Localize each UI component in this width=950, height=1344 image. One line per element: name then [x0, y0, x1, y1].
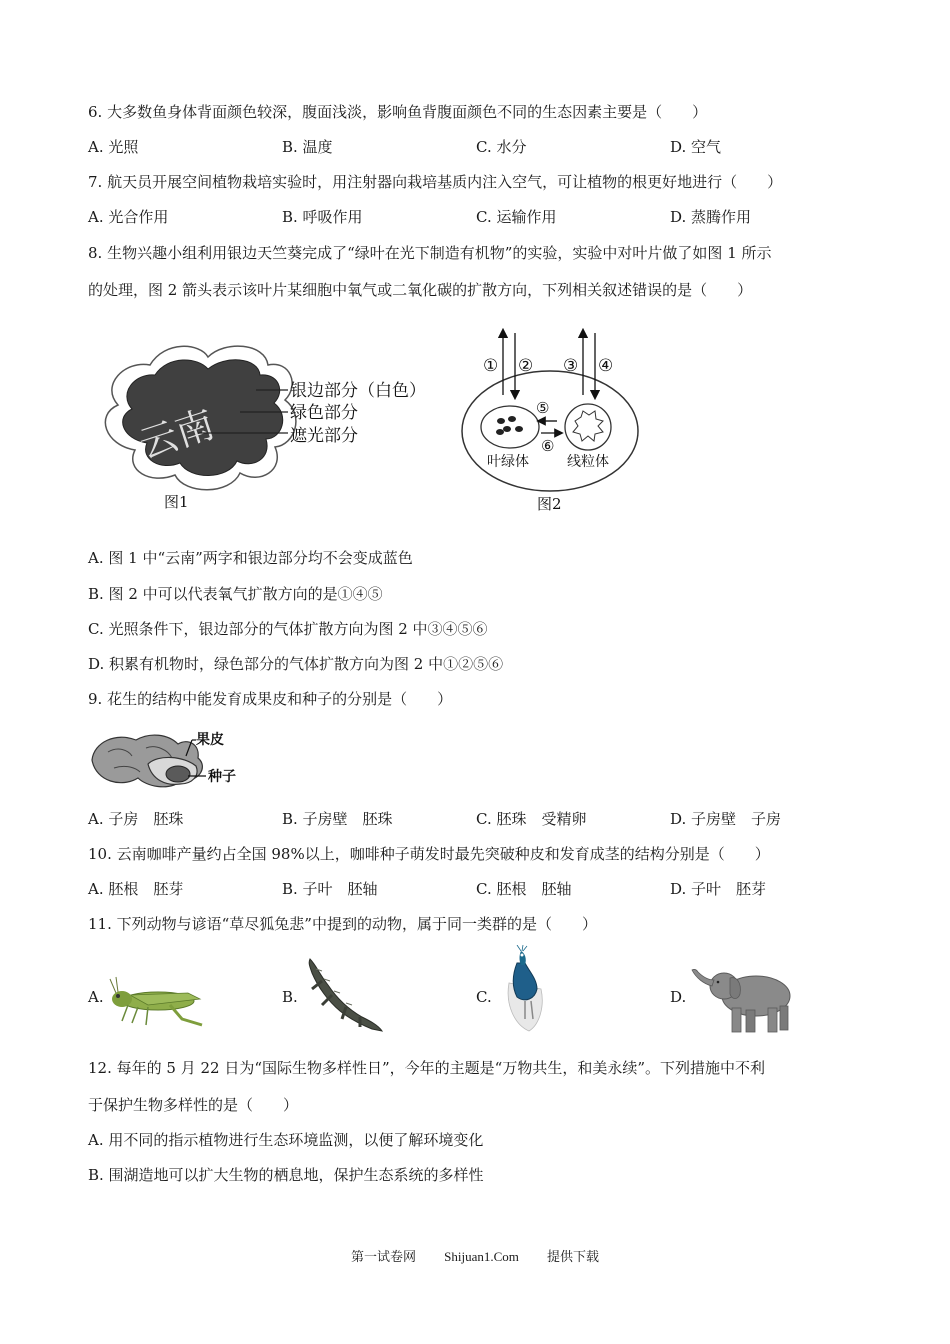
- q8-option-a[interactable]: A. 图 1 中“云南”两字和银边部分均不会变成蓝色: [88, 549, 413, 567]
- mitochondria-label: 线粒体: [567, 454, 609, 470]
- arrow-label-6: ⑥: [541, 437, 555, 455]
- figure-1-leaf-diagram: [90, 335, 430, 520]
- q12-option-a[interactable]: A. 用不同的指示植物进行生态环境监测，以便了解环境变化: [88, 1131, 484, 1149]
- q8-option-c[interactable]: C. 光照条件下，银边部分的气体扩散方向为图 2 中③④⑤⑥: [88, 620, 488, 638]
- label-green-part: 绿色部分: [290, 403, 358, 423]
- label-shaded-part: 遮光部分: [290, 426, 358, 446]
- q9-option-c[interactable]: C. 胚珠 受精卵: [476, 810, 587, 828]
- q11-option-a[interactable]: A.: [88, 988, 104, 1006]
- q11-option-d[interactable]: D.: [670, 988, 687, 1006]
- label-pericarp: 果皮: [196, 732, 224, 748]
- question-10-stem: 10. 云南咖啡产量约占全国 98%以上，咖啡种子萌发时最先突破种皮和发育成茎的结构分别是（ ）: [88, 845, 770, 863]
- crocodile-icon: [302, 955, 384, 1035]
- chloroplast-shape: [481, 406, 539, 448]
- q8-option-b[interactable]: B. 图 2 中可以代表氧气扩散方向的是①④⑤: [88, 585, 383, 603]
- elephant-icon: [690, 966, 798, 1036]
- footer-site-url[interactable]: Shijuan1.Com: [444, 1249, 519, 1264]
- q7-option-c[interactable]: C. 运输作用: [476, 208, 557, 226]
- q6-option-d[interactable]: D. 空气: [670, 138, 722, 156]
- q9-option-a[interactable]: A. 子房 胚珠: [88, 810, 184, 828]
- question-6-stem: 6. 大多数鱼身体背面颜色较深，腹面浅淡，影响鱼背腹面颜色不同的生态因素主要是（ ）: [88, 103, 708, 121]
- q7-option-b[interactable]: B. 呼吸作用: [282, 208, 363, 226]
- arrow-label-1: ①: [483, 356, 499, 376]
- question-12-stem-line1: 12. 每年的 5 月 22 日为“国际生物多样性日”，今年的主题是“万物共生，和美永续”。下列措施中不利: [88, 1059, 766, 1077]
- question-9-stem: 9. 花生的结构中能发育成果皮和种子的分别是（ ）: [88, 690, 453, 708]
- peacock-icon: [495, 945, 555, 1035]
- chloroplast-label: 叶绿体: [487, 454, 529, 470]
- q7-option-a[interactable]: A. 光合作用: [88, 208, 169, 226]
- q6-option-b[interactable]: B. 温度: [282, 138, 333, 156]
- arrow-label-3: ③: [563, 356, 579, 376]
- q6-option-c[interactable]: C. 水分: [476, 138, 527, 156]
- question-8-stem-line1: 8. 生物兴趣小组利用银边天竺葵完成了“绿叶在光下制造有机物”的实验，实验中对叶片做了如图 1 所示: [88, 244, 772, 262]
- label-silver-edge: 银边部分（白色）: [290, 381, 426, 401]
- figure-2-caption: 图2: [537, 495, 562, 513]
- question-11-stem: 11. 下列动物与谚语“草尽狐兔悲”中提到的动物，属于同一类群的是（ ）: [88, 915, 597, 933]
- q10-option-c[interactable]: C. 胚根 胚轴: [476, 880, 572, 898]
- arrow-label-4: ④: [598, 356, 614, 376]
- q10-option-d[interactable]: D. 子叶 胚芽: [670, 880, 767, 898]
- question-7-stem: 7. 航天员开展空间植物栽培实验时，用注射器向栽培基质内注入空气，可让植物的根更好地进行（ ）: [88, 173, 783, 191]
- q12-option-b[interactable]: B. 围湖造地可以扩大生物的栖息地，保护生态系统的多样性: [88, 1166, 484, 1184]
- q11-option-b[interactable]: B.: [282, 988, 298, 1006]
- q7-option-d[interactable]: D. 蒸腾作用: [670, 208, 752, 226]
- q11-option-c[interactable]: C.: [476, 988, 492, 1006]
- q8-option-d[interactable]: D. 积累有机物时，绿色部分的气体扩散方向为图 2 中①②⑤⑥: [88, 655, 504, 673]
- question-12-stem-line2: 于保护生物多样性的是（ ）: [88, 1096, 299, 1114]
- q6-option-a[interactable]: A. 光照: [88, 138, 139, 156]
- peanut-seed-icon: [166, 766, 190, 782]
- page-footer: [0, 1246, 950, 1265]
- grasshopper-icon: [108, 975, 210, 1035]
- footer-site-name: 第一试卷网: [350, 1250, 416, 1265]
- label-seed: 种子: [208, 769, 236, 785]
- q10-option-b[interactable]: B. 子叶 胚轴: [282, 880, 378, 898]
- question-8-stem-line2: 的处理，图 2 箭头表示该叶片某细胞中氧气或二氧化碳的扩散方向，下列相关叙述错误的是（ ）: [88, 281, 753, 299]
- q9-option-b[interactable]: B. 子房壁 胚珠: [282, 810, 393, 828]
- figure-2-cell-diagram: [455, 325, 645, 520]
- q10-option-a[interactable]: A. 胚根 胚芽: [88, 880, 184, 898]
- peanut-figure: [88, 722, 258, 797]
- arrow-label-2: ②: [518, 356, 534, 376]
- q9-option-d[interactable]: D. 子房壁 子房: [670, 810, 782, 828]
- footer-download-text: 提供下载: [547, 1250, 600, 1265]
- arrow-label-5: ⑤: [536, 399, 550, 417]
- figure-1-caption: 图1: [164, 493, 189, 511]
- leaf-shaded-text: 云南: [133, 401, 220, 467]
